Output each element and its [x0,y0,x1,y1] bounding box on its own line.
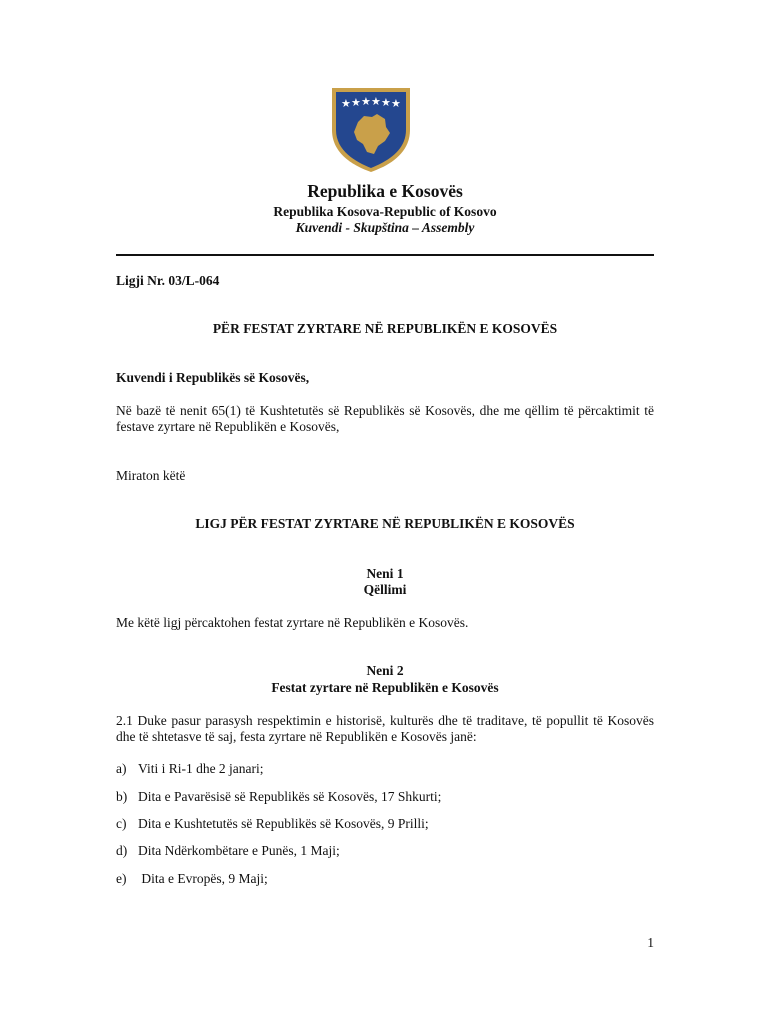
svg-text:★: ★ [391,97,401,110]
law-title: LIGJ PËR FESTAT ZYRTARE NË REPUBLIKËN E KOSOVËS [195,516,575,531]
list-item-text: Dita e Evropës, 9 Maji; [138,871,268,886]
list-item-label: b) [116,789,128,804]
list-item-text: Dita e Pavarësisë së Republikës së Kosovës, 17 Shkurti; [138,789,442,804]
list-item-label: a) [116,761,127,776]
country-subtitle: Republika Kosova-Republic of Kosovo [273,204,497,219]
list-item-text: Dita Ndërkombëtare e Punës, 1 Maji; [138,843,340,858]
list-item-text: Dita e Kushtetutës së Republikës së Kosovës, 9 Prilli; [138,816,429,831]
list-item [116,816,429,832]
list-item [116,843,340,859]
approves-line: Miraton këtë [116,468,186,483]
institution-name: Kuvendi - Skupština – Assembly [295,220,475,235]
list-item [116,789,441,805]
article-1-text: Me këtë ligj përcaktohen festat zyrtare në Republikën e Kosovës. [116,615,469,630]
list-item-label: d) [116,843,128,858]
article-1-title: Qëllimi [363,582,407,597]
page-number: 1 [647,935,654,950]
country-title: Republika e Kosovës [307,181,463,201]
svg-text:★: ★ [381,96,391,109]
preamble-paragraph: Në bazë të nenit 65(1) të Kushtetutës së Republikës së Kosovës, dhe me qëllim të përcaktimit të festave zyrtare në Republikën e Kosovës, [116,403,654,434]
list-item-label: e) [116,871,127,886]
svg-text:★: ★ [361,95,371,108]
svg-text:★: ★ [351,96,361,109]
law-number: Ligji Nr. 03/L-064 [116,273,220,288]
list-item-text: Viti i Ri-1 dhe 2 janari; [138,761,264,776]
article-2-number: Neni 2 [366,663,404,678]
svg-text:★: ★ [341,97,351,110]
article-2-text: 2.1 Duke pasur parasysh respektimin e historisë, kulturës dhe të traditave, të popullit të Kosovës dhe të shtetasve të saj, festa zyrtare në Republikën e Kosovës janë: [116,713,654,744]
article-2-title: Festat zyrtare në Republikën e Kosovës [271,680,499,695]
svg-text:★: ★ [371,95,381,108]
assembly-heading: Kuvendi i Republikës së Kosovës, [116,370,310,385]
header-divider [116,254,654,256]
list-item [116,871,268,887]
kosovo-coat-of-arms-icon [330,86,412,174]
list-item-label: c) [116,816,127,831]
law-subject: PËR FESTAT ZYRTARE NË REPUBLIKËN E KOSOVËS [212,321,558,336]
article-1-number: Neni 1 [366,566,404,581]
list-item [116,761,264,777]
